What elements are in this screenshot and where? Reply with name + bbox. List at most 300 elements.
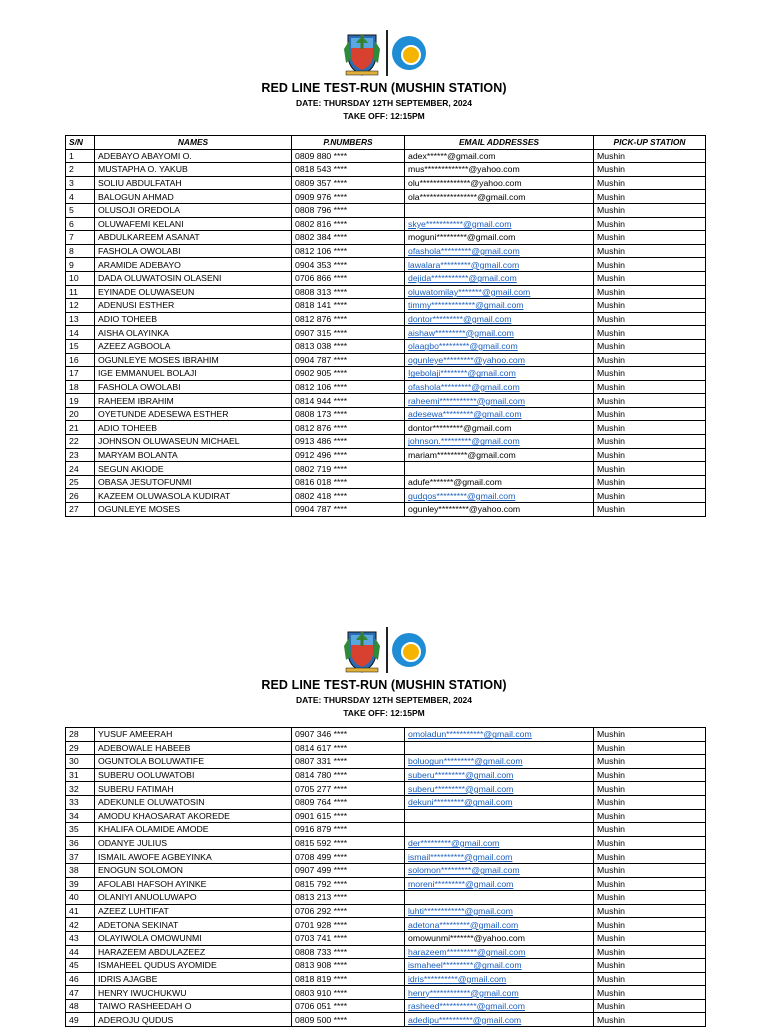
table-row (66, 380, 706, 394)
email-link[interactable]: ogunleye*********@yahoo.com (408, 354, 526, 365)
takeoff-time: TAKE OFF: 12:15PM (343, 111, 425, 121)
row-number: 22 (66, 435, 95, 449)
row-phone: 0706 051 **** (292, 999, 405, 1013)
row-email: mus*************@yahoo.com (405, 163, 594, 177)
row-email: adex******@gmail.com (405, 149, 594, 163)
row-phone: 0802 719 **** (292, 462, 405, 476)
lamata-badge-icon (392, 633, 426, 667)
row-phone: 0701 928 **** (292, 918, 405, 932)
row-phone: 0904 787 **** (292, 353, 405, 367)
row-station: Mushin (594, 972, 706, 986)
row-number: 7 (66, 231, 95, 245)
row-station: Mushin (594, 863, 706, 877)
row-number: 24 (66, 462, 95, 476)
row-station: Mushin (594, 741, 706, 755)
row-number: 20 (66, 407, 95, 421)
row-station: Mushin (594, 149, 706, 163)
email-link[interactable]: der*********@gmail.com (408, 838, 500, 849)
row-number: 35 (66, 823, 95, 837)
table-row (66, 959, 706, 973)
row-phone: 0802 816 **** (292, 217, 405, 231)
row-phone: 0812 106 **** (292, 244, 405, 258)
table-row (66, 244, 706, 258)
page-title: RED LINE TEST-RUN (MUSHIN STATION) (261, 81, 507, 95)
email-link[interactable]: lawalara*********@gmail.com (408, 259, 520, 270)
column-header-email: EMAIL ADDRESSES (405, 136, 594, 150)
row-name: MUSTAPHA O. YAKUB (95, 163, 292, 177)
row-station: Mushin (594, 795, 706, 809)
row-station: Mushin (594, 285, 706, 299)
row-email (405, 353, 594, 367)
row-name: OBASA JESUTOFUNMI (95, 475, 292, 489)
row-phone: 0907 346 **** (292, 728, 405, 742)
row-number: 25 (66, 475, 95, 489)
row-station: Mushin (594, 312, 706, 326)
row-station: Mushin (594, 755, 706, 769)
row-email: adufe*******@gmail.com (405, 475, 594, 489)
row-name: SUBERU OOLUWATOBI (95, 768, 292, 782)
email-link[interactable]: aishaw*********@gmail.com (408, 327, 514, 338)
row-number: 34 (66, 809, 95, 823)
row-name: JOHNSON OLUWASEUN MICHAEL (95, 435, 292, 449)
row-email (405, 728, 594, 742)
email-link[interactable]: timmy*************@gmail.com (408, 300, 524, 311)
row-email: mariam*********@gmail.com (405, 448, 594, 462)
row-station: Mushin (594, 271, 706, 285)
row-phone: 0809 880 **** (292, 149, 405, 163)
email-link[interactable]: johnson.*********@gmail.com (408, 436, 520, 447)
row-station: Mushin (594, 367, 706, 381)
row-station: Mushin (594, 918, 706, 932)
row-email (405, 271, 594, 285)
row-station: Mushin (594, 258, 706, 272)
row-email (405, 407, 594, 421)
row-number: 23 (66, 448, 95, 462)
row-number: 1 (66, 149, 95, 163)
row-phone: 0916 879 **** (292, 823, 405, 837)
row-station: Mushin (594, 231, 706, 245)
row-email (405, 891, 594, 905)
row-number: 17 (66, 367, 95, 381)
row-number: 33 (66, 795, 95, 809)
table-row (66, 823, 706, 837)
email-link[interactable]: Igebolaji********@gmail.com (408, 368, 516, 379)
table-row (66, 462, 706, 476)
table-header-row (66, 136, 706, 150)
row-phone: 0815 592 **** (292, 836, 405, 850)
table-row (66, 448, 706, 462)
document-page-2 (0, 625, 768, 1025)
table-row (66, 367, 706, 381)
row-name: AZEEZ AGBOOLA (95, 339, 292, 353)
row-number: 42 (66, 918, 95, 932)
table-row (66, 407, 706, 421)
row-station: Mushin (594, 768, 706, 782)
table-row (66, 353, 706, 367)
row-email (405, 299, 594, 313)
row-email: olu***************@yahoo.com (405, 176, 594, 190)
row-name: OYETUNDE ADESEWA ESTHER (95, 407, 292, 421)
row-phone: 0904 353 **** (292, 258, 405, 272)
row-name: OLUSOJI OREDOLA (95, 203, 292, 217)
row-email (405, 285, 594, 299)
row-number: 12 (66, 299, 95, 313)
document-page-1 (0, 28, 768, 515)
table-row (66, 258, 706, 272)
row-phone: 0813 908 **** (292, 959, 405, 973)
table-row (66, 339, 706, 353)
row-number: 9 (66, 258, 95, 272)
email-link[interactable]: olaagbo*********@gmail.com (408, 341, 518, 352)
row-email (405, 986, 594, 1000)
row-station: Mushin (594, 931, 706, 945)
row-number: 19 (66, 394, 95, 408)
row-name: ADETONA SEKINAT (95, 918, 292, 932)
table-row (66, 986, 706, 1000)
email-link[interactable]: dontor*********@gmail.com (408, 314, 512, 325)
row-station: Mushin (594, 489, 706, 503)
email-link[interactable]: adesewa*********@gmail.com (408, 409, 522, 420)
row-name: ABDULKAREEM ASANAT (95, 231, 292, 245)
table-row (66, 795, 706, 809)
row-phone: 0907 499 **** (292, 863, 405, 877)
table-row (66, 809, 706, 823)
row-name: ISMAIL AWOFE AGBEYINKA (95, 850, 292, 864)
row-email (405, 339, 594, 353)
email-link[interactable]: suberu*********@gmail.com (408, 770, 514, 781)
row-name: IGE EMMANUEL BOLAJI (95, 367, 292, 381)
row-name: SEGUN AKIODE (95, 462, 292, 476)
row-name: AFOLABI HAFSOH AYINKE (95, 877, 292, 891)
row-email (405, 999, 594, 1013)
row-phone: 0815 792 **** (292, 877, 405, 891)
row-email (405, 203, 594, 217)
row-phone: 0706 866 **** (292, 271, 405, 285)
row-name: OGUNLEYE MOSES IBRAHIM (95, 353, 292, 367)
email-link[interactable]: ismail**********@gmail.com (408, 851, 513, 862)
row-number: 21 (66, 421, 95, 435)
row-number: 49 (66, 1013, 95, 1027)
table-row (66, 931, 706, 945)
row-name: OLUWAFEMI KELANI (95, 217, 292, 231)
row-name: KAZEEM OLUWASOLA KUDIRAT (95, 489, 292, 503)
row-email (405, 741, 594, 755)
row-email (405, 380, 594, 394)
row-phone: 0808 313 **** (292, 285, 405, 299)
table-row (66, 231, 706, 245)
table-row (66, 972, 706, 986)
row-number: 4 (66, 190, 95, 204)
row-phone: 0803 910 **** (292, 986, 405, 1000)
row-name: HARAZEEM ABDULAZEEZ (95, 945, 292, 959)
row-station: Mushin (594, 380, 706, 394)
email-link[interactable]: suberu*********@gmail.com (408, 783, 514, 794)
row-station: Mushin (594, 891, 706, 905)
table-row (66, 394, 706, 408)
email-link[interactable]: adedipu**********@gmail.com (408, 1014, 522, 1025)
row-email (405, 877, 594, 891)
row-station: Mushin (594, 163, 706, 177)
row-phone: 0813 038 **** (292, 339, 405, 353)
row-station: Mushin (594, 986, 706, 1000)
row-name: ADEROJU QUDUS (95, 1013, 292, 1027)
row-name: ADEKUNLE OLUWATOSIN (95, 795, 292, 809)
row-email (405, 217, 594, 231)
table-row (66, 475, 706, 489)
table-row (66, 489, 706, 503)
row-phone: 0808 796 **** (292, 203, 405, 217)
row-email (405, 795, 594, 809)
email-link[interactable]: luhti************@gmail.com (408, 906, 513, 917)
row-email (405, 782, 594, 796)
row-phone: 0808 173 **** (292, 407, 405, 421)
table-row (66, 891, 706, 905)
row-number: 16 (66, 353, 95, 367)
row-number: 32 (66, 782, 95, 796)
row-phone: 0807 331 **** (292, 755, 405, 769)
row-name: OGUNTOLA BOLUWATIFE (95, 755, 292, 769)
email-link[interactable]: idris**********@gmail.com (408, 973, 507, 984)
email-link[interactable]: ofashola*********@gmail.com (408, 381, 520, 392)
row-phone: 0802 384 **** (292, 231, 405, 245)
row-name: OLANIYI ANUOLUWAPO (95, 891, 292, 905)
row-email: ogunley*********@yahoo.com (405, 503, 594, 517)
email-link[interactable]: harazeem*********@gmail.com (408, 946, 526, 957)
row-number: 31 (66, 768, 95, 782)
row-number: 26 (66, 489, 95, 503)
row-phone: 0818 141 **** (292, 299, 405, 313)
table-row (66, 1013, 706, 1027)
row-phone: 0814 780 **** (292, 768, 405, 782)
row-number: 29 (66, 741, 95, 755)
row-number: 40 (66, 891, 95, 905)
row-number: 2 (66, 163, 95, 177)
row-email (405, 863, 594, 877)
row-phone: 0909 976 **** (292, 190, 405, 204)
row-email (405, 435, 594, 449)
row-number: 46 (66, 972, 95, 986)
row-name: ADENUSI ESTHER (95, 299, 292, 313)
row-station: Mushin (594, 999, 706, 1013)
table-row (66, 326, 706, 340)
row-station: Mushin (594, 435, 706, 449)
email-link[interactable]: oluwatomilay*******@gmail.com (408, 286, 531, 297)
row-email (405, 489, 594, 503)
row-email (405, 918, 594, 932)
row-email (405, 809, 594, 823)
row-phone: 0816 018 **** (292, 475, 405, 489)
row-email: ola*****************@gmail.com (405, 190, 594, 204)
row-station: Mushin (594, 904, 706, 918)
table-row (66, 285, 706, 299)
row-number: 5 (66, 203, 95, 217)
email-link[interactable]: boluogun*********@gmail.com (408, 756, 523, 767)
row-number: 48 (66, 999, 95, 1013)
row-number: 43 (66, 931, 95, 945)
row-phone: 0901 615 **** (292, 809, 405, 823)
row-phone: 0809 500 **** (292, 1013, 405, 1027)
row-station: Mushin (594, 877, 706, 891)
table-row (66, 271, 706, 285)
email-link[interactable]: adetona*********@gmail.com (408, 919, 519, 930)
row-phone: 0913 486 **** (292, 435, 405, 449)
row-station: Mushin (594, 394, 706, 408)
email-link[interactable]: moreni*********@gmail.com (408, 878, 514, 889)
row-email (405, 367, 594, 381)
row-name: ADIO TOHEEB (95, 421, 292, 435)
row-phone: 0703 741 **** (292, 931, 405, 945)
row-email (405, 326, 594, 340)
row-phone: 0708 499 **** (292, 850, 405, 864)
lagos-state-crest-icon (342, 626, 382, 674)
row-station: Mushin (594, 850, 706, 864)
row-name: TAIWO RASHEEDAH O (95, 999, 292, 1013)
row-name: AMODU KHAOSARAT AKOREDE (95, 809, 292, 823)
row-name: ARAMIDE ADEBAYO (95, 258, 292, 272)
row-phone: 0808 733 **** (292, 945, 405, 959)
row-number: 44 (66, 945, 95, 959)
email-link[interactable]: dekuni*********@gmail.com (408, 797, 513, 808)
header-logos (334, 28, 434, 78)
row-number: 8 (66, 244, 95, 258)
row-email (405, 768, 594, 782)
table-row (66, 850, 706, 864)
row-phone: 0814 944 **** (292, 394, 405, 408)
row-name: FASHOLA OWOLABI (95, 380, 292, 394)
row-email (405, 972, 594, 986)
lamata-badge-icon (392, 36, 426, 70)
row-number: 27 (66, 503, 95, 517)
row-phone: 0706 292 **** (292, 904, 405, 918)
table-row (66, 217, 706, 231)
row-email (405, 836, 594, 850)
email-link[interactable]: skye***********@gmail.com (408, 218, 512, 229)
row-station: Mushin (594, 244, 706, 258)
row-phone: 0812 876 **** (292, 312, 405, 326)
row-email (405, 823, 594, 837)
row-number: 45 (66, 959, 95, 973)
row-name: ODANYE JULIUS (95, 836, 292, 850)
row-name: DADA OLUWATOSIN OLASENI (95, 271, 292, 285)
row-number: 47 (66, 986, 95, 1000)
row-name: ADEBAYO ABAYOMI O. (95, 149, 292, 163)
email-link[interactable]: henry************@gmail.com (408, 987, 519, 998)
row-name: OGUNLEYE MOSES (95, 503, 292, 517)
row-phone: 0907 315 **** (292, 326, 405, 340)
row-number: 28 (66, 728, 95, 742)
table-row (66, 190, 706, 204)
row-station: Mushin (594, 823, 706, 837)
row-name: ISMAHEEL QUDUS AYOMIDE (95, 959, 292, 973)
table-row (66, 728, 706, 742)
row-station: Mushin (594, 475, 706, 489)
row-email (405, 850, 594, 864)
logo-divider (386, 627, 388, 673)
row-number: 41 (66, 904, 95, 918)
event-date: DATE: THURSDAY 12TH SEPTEMBER, 2024 (295, 695, 473, 705)
table-row (66, 904, 706, 918)
row-email (405, 244, 594, 258)
row-name: HENRY IWUCHUKWU (95, 986, 292, 1000)
row-number: 13 (66, 312, 95, 326)
row-station: Mushin (594, 462, 706, 476)
row-phone: 0812 106 **** (292, 380, 405, 394)
table-row (66, 782, 706, 796)
row-station: Mushin (594, 836, 706, 850)
row-number: 3 (66, 176, 95, 190)
row-email (405, 312, 594, 326)
table-row (66, 755, 706, 769)
email-link[interactable]: omoladun***********@gmail.com (408, 729, 532, 740)
row-station: Mushin (594, 448, 706, 462)
row-station: Mushin (594, 1013, 706, 1027)
email-link[interactable]: raheemi***********@gmail.com (408, 395, 525, 406)
row-name: FASHOLA OWOLABI (95, 244, 292, 258)
table-row (66, 918, 706, 932)
row-phone: 0809 764 **** (292, 795, 405, 809)
row-station: Mushin (594, 339, 706, 353)
row-station: Mushin (594, 421, 706, 435)
table-row (66, 945, 706, 959)
email-link[interactable]: solomon*********@gmail.com (408, 865, 520, 876)
row-number: 18 (66, 380, 95, 394)
row-email (405, 258, 594, 272)
table-row (66, 863, 706, 877)
column-header-station: PICK-UP STATION (594, 136, 706, 150)
row-email: omowunmi*******@yahoo.com (405, 931, 594, 945)
email-link[interactable]: dejida***********@gmail.com (408, 273, 517, 284)
email-link[interactable]: ofashola*********@gmail.com (408, 246, 520, 257)
row-station: Mushin (594, 945, 706, 959)
row-name: EYINADE OLUWASEUN (95, 285, 292, 299)
row-email (405, 1013, 594, 1027)
row-station: Mushin (594, 959, 706, 973)
row-phone: 0813 213 **** (292, 891, 405, 905)
row-name: ENOGUN SOLOMON (95, 863, 292, 877)
row-phone: 0812 876 **** (292, 421, 405, 435)
logo-divider (386, 30, 388, 76)
table-row (66, 163, 706, 177)
row-name: KHALIFA OLAMIDE AMODE (95, 823, 292, 837)
row-station: Mushin (594, 353, 706, 367)
row-station: Mushin (594, 217, 706, 231)
row-number: 14 (66, 326, 95, 340)
row-email: dontor*********@gmail.com (405, 421, 594, 435)
row-number: 10 (66, 271, 95, 285)
row-phone: 0802 418 **** (292, 489, 405, 503)
column-header-phone: P.NUMBERS (292, 136, 405, 150)
row-name: ADEBOWALE HABEEB (95, 741, 292, 755)
row-email (405, 945, 594, 959)
table-row (66, 203, 706, 217)
row-phone: 0705 277 **** (292, 782, 405, 796)
row-phone: 0902 905 **** (292, 367, 405, 381)
passenger-table (65, 727, 706, 1027)
email-link[interactable]: qudqos*********@gmail.com (408, 490, 516, 501)
row-email (405, 755, 594, 769)
row-email (405, 394, 594, 408)
row-phone: 0912 496 **** (292, 448, 405, 462)
row-station: Mushin (594, 503, 706, 517)
email-link[interactable]: rasheed***********@gmail.com (408, 1001, 525, 1012)
table-row (66, 768, 706, 782)
email-link[interactable]: ismaheel*********@gmail.com (408, 960, 522, 971)
takeoff-time: TAKE OFF: 12:15PM (343, 708, 425, 718)
row-email (405, 959, 594, 973)
row-number: 38 (66, 863, 95, 877)
row-station: Mushin (594, 809, 706, 823)
row-station: Mushin (594, 782, 706, 796)
